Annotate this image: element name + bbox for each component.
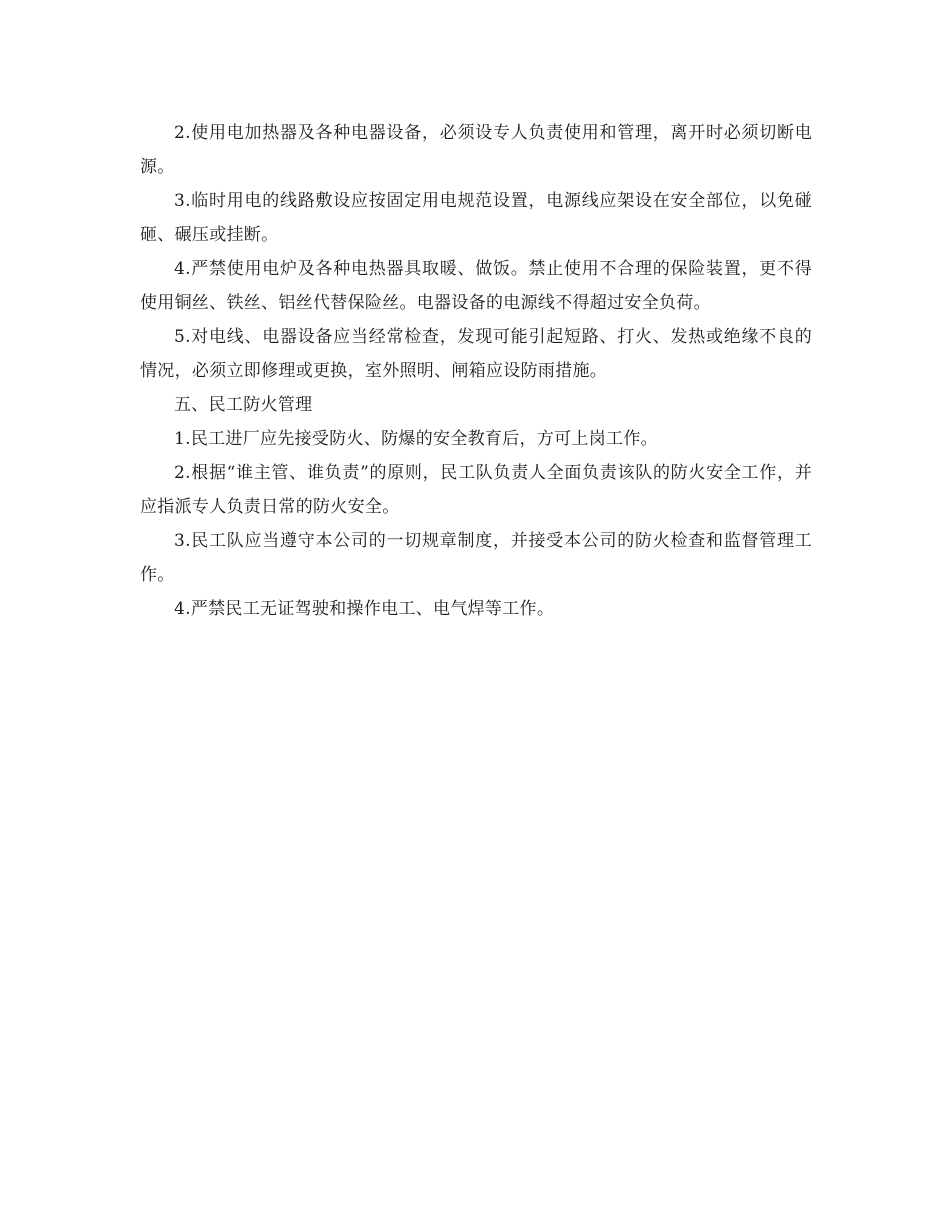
paragraph-electric-stove-ban: 4.严禁使用电炉及各种电热器具取暖、做饭。禁止使用不合理的保险装置，更不得使用铜丝、铁丝、铝丝代替保险丝。电器设备的电源线不得超过安全负荷。 <box>140 259 812 313</box>
paragraph-unlicensed-operation-ban: 4.严禁民工无证驾驶和操作电工、电气焊等工作。 <box>174 599 555 619</box>
paragraph-responsibility-rule: 2.根据“谁主管、谁负责”的原则，民工队负责人全面负责该队的防火安全工作，并应指派专人负责日常的防火安全。 <box>140 463 812 517</box>
paragraph-compliance-rule: 3.民工队应当遵守本公司的一切规章制度，并接受本公司的防火检查和监督管理工作。 <box>140 531 812 585</box>
paragraph-electrical-heater-rule: 2.使用电加热器及各种电器设备，必须设专人负责使用和管理，离开时必须切断电源。 <box>140 123 812 177</box>
section-heading-worker-fire-management: 五、民工防火管理 <box>174 395 313 415</box>
document-page <box>140 116 812 626</box>
paragraph-temporary-wiring-rule: 3.临时用电的线路敷设应按固定用电规范设置，电源线应架设在安全部位，以免碰砸、碾压或挂断。 <box>140 191 812 245</box>
paragraph-equipment-inspection-rule: 5.对电线、电器设备应当经常检查，发现可能引起短路、打火、发热或绝缘不良的情况，必须立即修理或更换，室外照明、闸箱应设防雨措施。 <box>140 327 812 381</box>
paragraph-safety-education-rule: 1.民工进厂应先接受防火、防爆的安全教育后，方可上岗工作。 <box>174 429 658 449</box>
